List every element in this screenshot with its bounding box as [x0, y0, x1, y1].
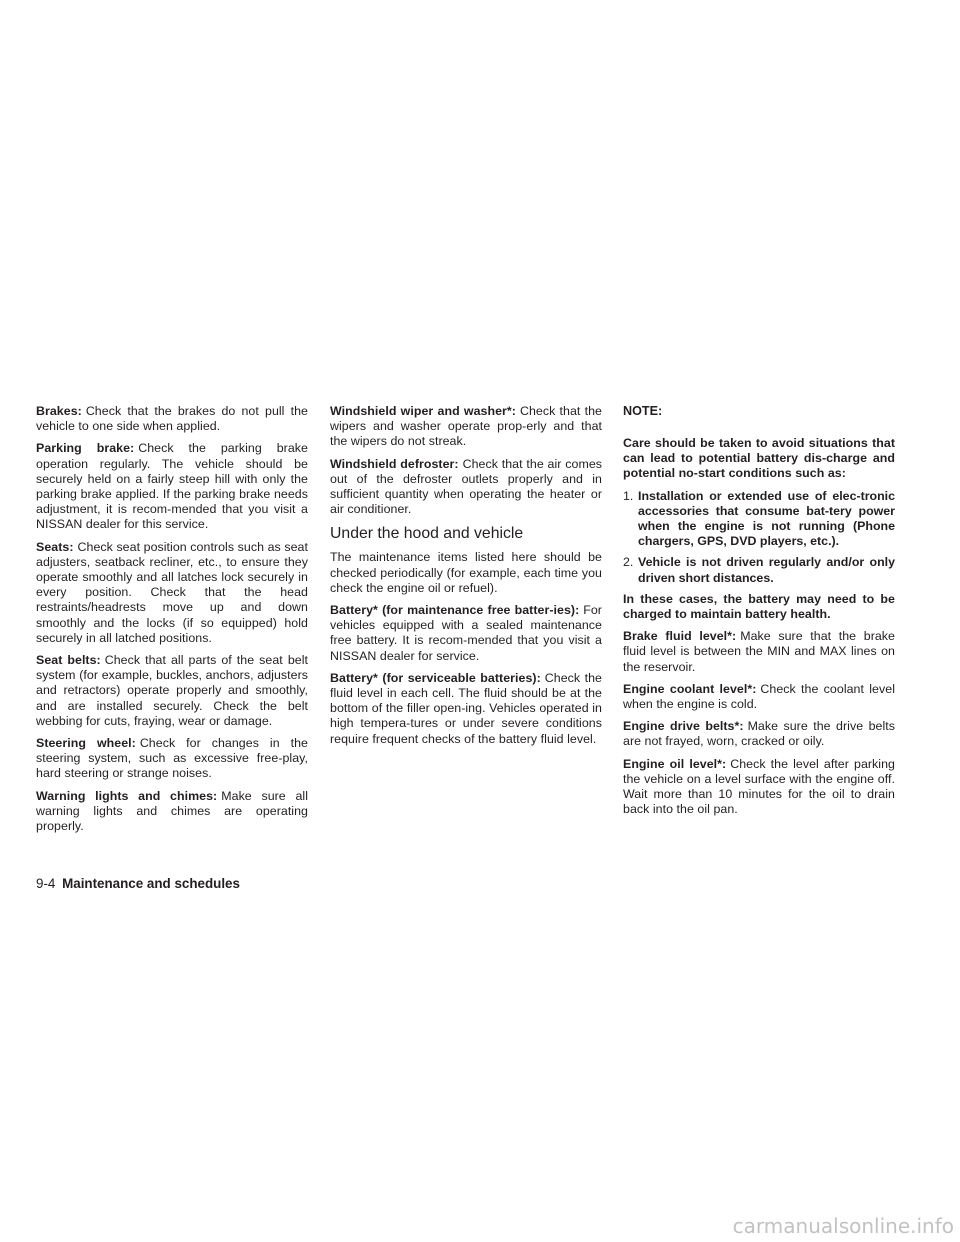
chapter-title: Maintenance and schedules [62, 876, 240, 891]
note-outro: In these cases, the battery may need to be charged to maintain battery health. [623, 591, 895, 622]
warning-lights-term: Warning lights and chimes: [36, 788, 218, 803]
brake-fluid-text: Make sure that the brake fluid level is between the MIN and MAX lines on the reservoir. [623, 629, 895, 674]
column-2 [330, 404, 602, 754]
battery-serviceable-paragraph [330, 671, 602, 747]
watermark: carmanualsonline.info [732, 1214, 954, 1238]
seats-text: Check seat position controls such as seat adjusters, seatback recliner, etc., to ensure they operate smoothly and all latches lock securely in every position. Check that the head restraints/headrests move up and down smoothly and the locks (if so equipped) hold securely in all latched positions. [36, 539, 308, 645]
wiper-term: Windshield wiper and washer*: [330, 404, 516, 418]
coolant-term: Engine coolant level*: [623, 681, 757, 696]
drive-belts-paragraph [623, 719, 895, 749]
page-footer [36, 876, 240, 892]
wiper-paragraph [330, 404, 602, 450]
wiper-text: Check that the wipers and washer operate prop-erly and that the wipers do not streak. [330, 404, 602, 449]
brake-fluid-term: Brake fluid level*: [623, 629, 737, 644]
engine-oil-paragraph [623, 757, 895, 818]
brake-fluid-paragraph [623, 629, 895, 675]
drive-belts-text: Make sure the drive belts are not frayed, worn, cracked or oily. [623, 719, 895, 749]
brakes-paragraph [36, 404, 308, 434]
warning-lights-paragraph [36, 789, 308, 835]
column-1 [36, 404, 308, 841]
defroster-term: Windshield defroster: [330, 456, 459, 471]
note-title: NOTE: [623, 404, 663, 418]
note-intro: Care should be taken to avoid situations that can lead to potential battery dis-charge and potential no-start conditions such as: [623, 436, 895, 481]
engine-oil-term: Engine oil level*: [623, 756, 727, 771]
list-item-number: 2. [623, 555, 634, 570]
column-3 [623, 404, 895, 824]
battery-free-paragraph [330, 603, 602, 664]
parking-brake-term: Parking brake: [36, 441, 135, 456]
battery-serviceable-text: Check the fluid level in each cell. The fluid should be at the bottom of the filler open-ing. Vehicles operated in high tempera-tures or under severe conditions require frequent checks of the battery fluid level. [330, 670, 602, 746]
steering-wheel-term: Steering wheel: [36, 736, 136, 751]
list-item-text: Installation or extended use of elec-tronic accessories that consume bat-tery power when the engine is not running (Phone chargers, GPS, DVD players, etc.). [638, 488, 895, 549]
seat-belts-text: Check that all parts of the seat belt system (for example, buckles, anchors, adjusters and retractors) operate properly and smoothly, and are installed securely. Check the belt webbing for cuts, fraying, wear or damage. [36, 653, 308, 728]
defroster-paragraph [330, 457, 602, 518]
seats-term: Seats: [36, 539, 74, 554]
list-item-text: Vehicle is not driven regularly and/or only driven short distances. [638, 555, 895, 585]
section-title: Under the hood and vehicle [330, 525, 524, 543]
coolant-text: Check the coolant level when the engine is cold. [623, 681, 895, 712]
battery-free-text: For vehicles equipped with a sealed maintenance free battery. It is recom-mended that you visit a NISSAN dealer for service. [330, 603, 602, 663]
defroster-text: Check that the air comes out of the defroster outlets properly and in sufficient quantity when operating the heater or air conditioner. [330, 456, 603, 517]
section-intro: The maintenance items listed here should be checked periodically (for example, each time you check the engine oil or refuel). [330, 550, 602, 595]
steering-wheel-text: Check for changes in the steering system, such as excessive free-play, hard steering or strange noises. [36, 736, 309, 781]
page-number: 9-4 [36, 876, 56, 891]
battery-free-term: Battery* (for maintenance free batter-ies): [330, 603, 580, 618]
seats-paragraph [36, 540, 308, 646]
seat-belts-paragraph [36, 653, 308, 729]
parking-brake-text: Check the parking brake operation regularly. The vehicle should be securely held on a fairly steep hill with only the parking brake applied. If the parking brake needs adjustment, it is recom-mended that you visit a NISSAN dealer for this service. [36, 441, 308, 532]
parking-brake-paragraph [36, 441, 308, 532]
list-item [623, 489, 895, 550]
brakes-term: Brakes: [36, 404, 82, 418]
seat-belts-term: Seat belts: [36, 653, 101, 668]
list-item [623, 555, 895, 585]
coolant-paragraph [623, 682, 895, 712]
drive-belts-term: Engine drive belts*: [623, 719, 744, 734]
steering-wheel-paragraph [36, 736, 308, 782]
warning-lights-text: Make sure all warning lights and chimes are operating properly. [36, 788, 308, 834]
list-item-number: 1. [623, 488, 634, 503]
battery-serviceable-term: Battery* (for serviceable batteries): [330, 670, 541, 685]
engine-oil-text: Check the level after parking the vehicle on a level surface with the engine off. Wait more than 10 minutes for the oil to drain back into the oil pan. [623, 756, 895, 817]
brakes-text: Check that the brakes do not pull the vehicle to one side when applied. [36, 404, 308, 434]
